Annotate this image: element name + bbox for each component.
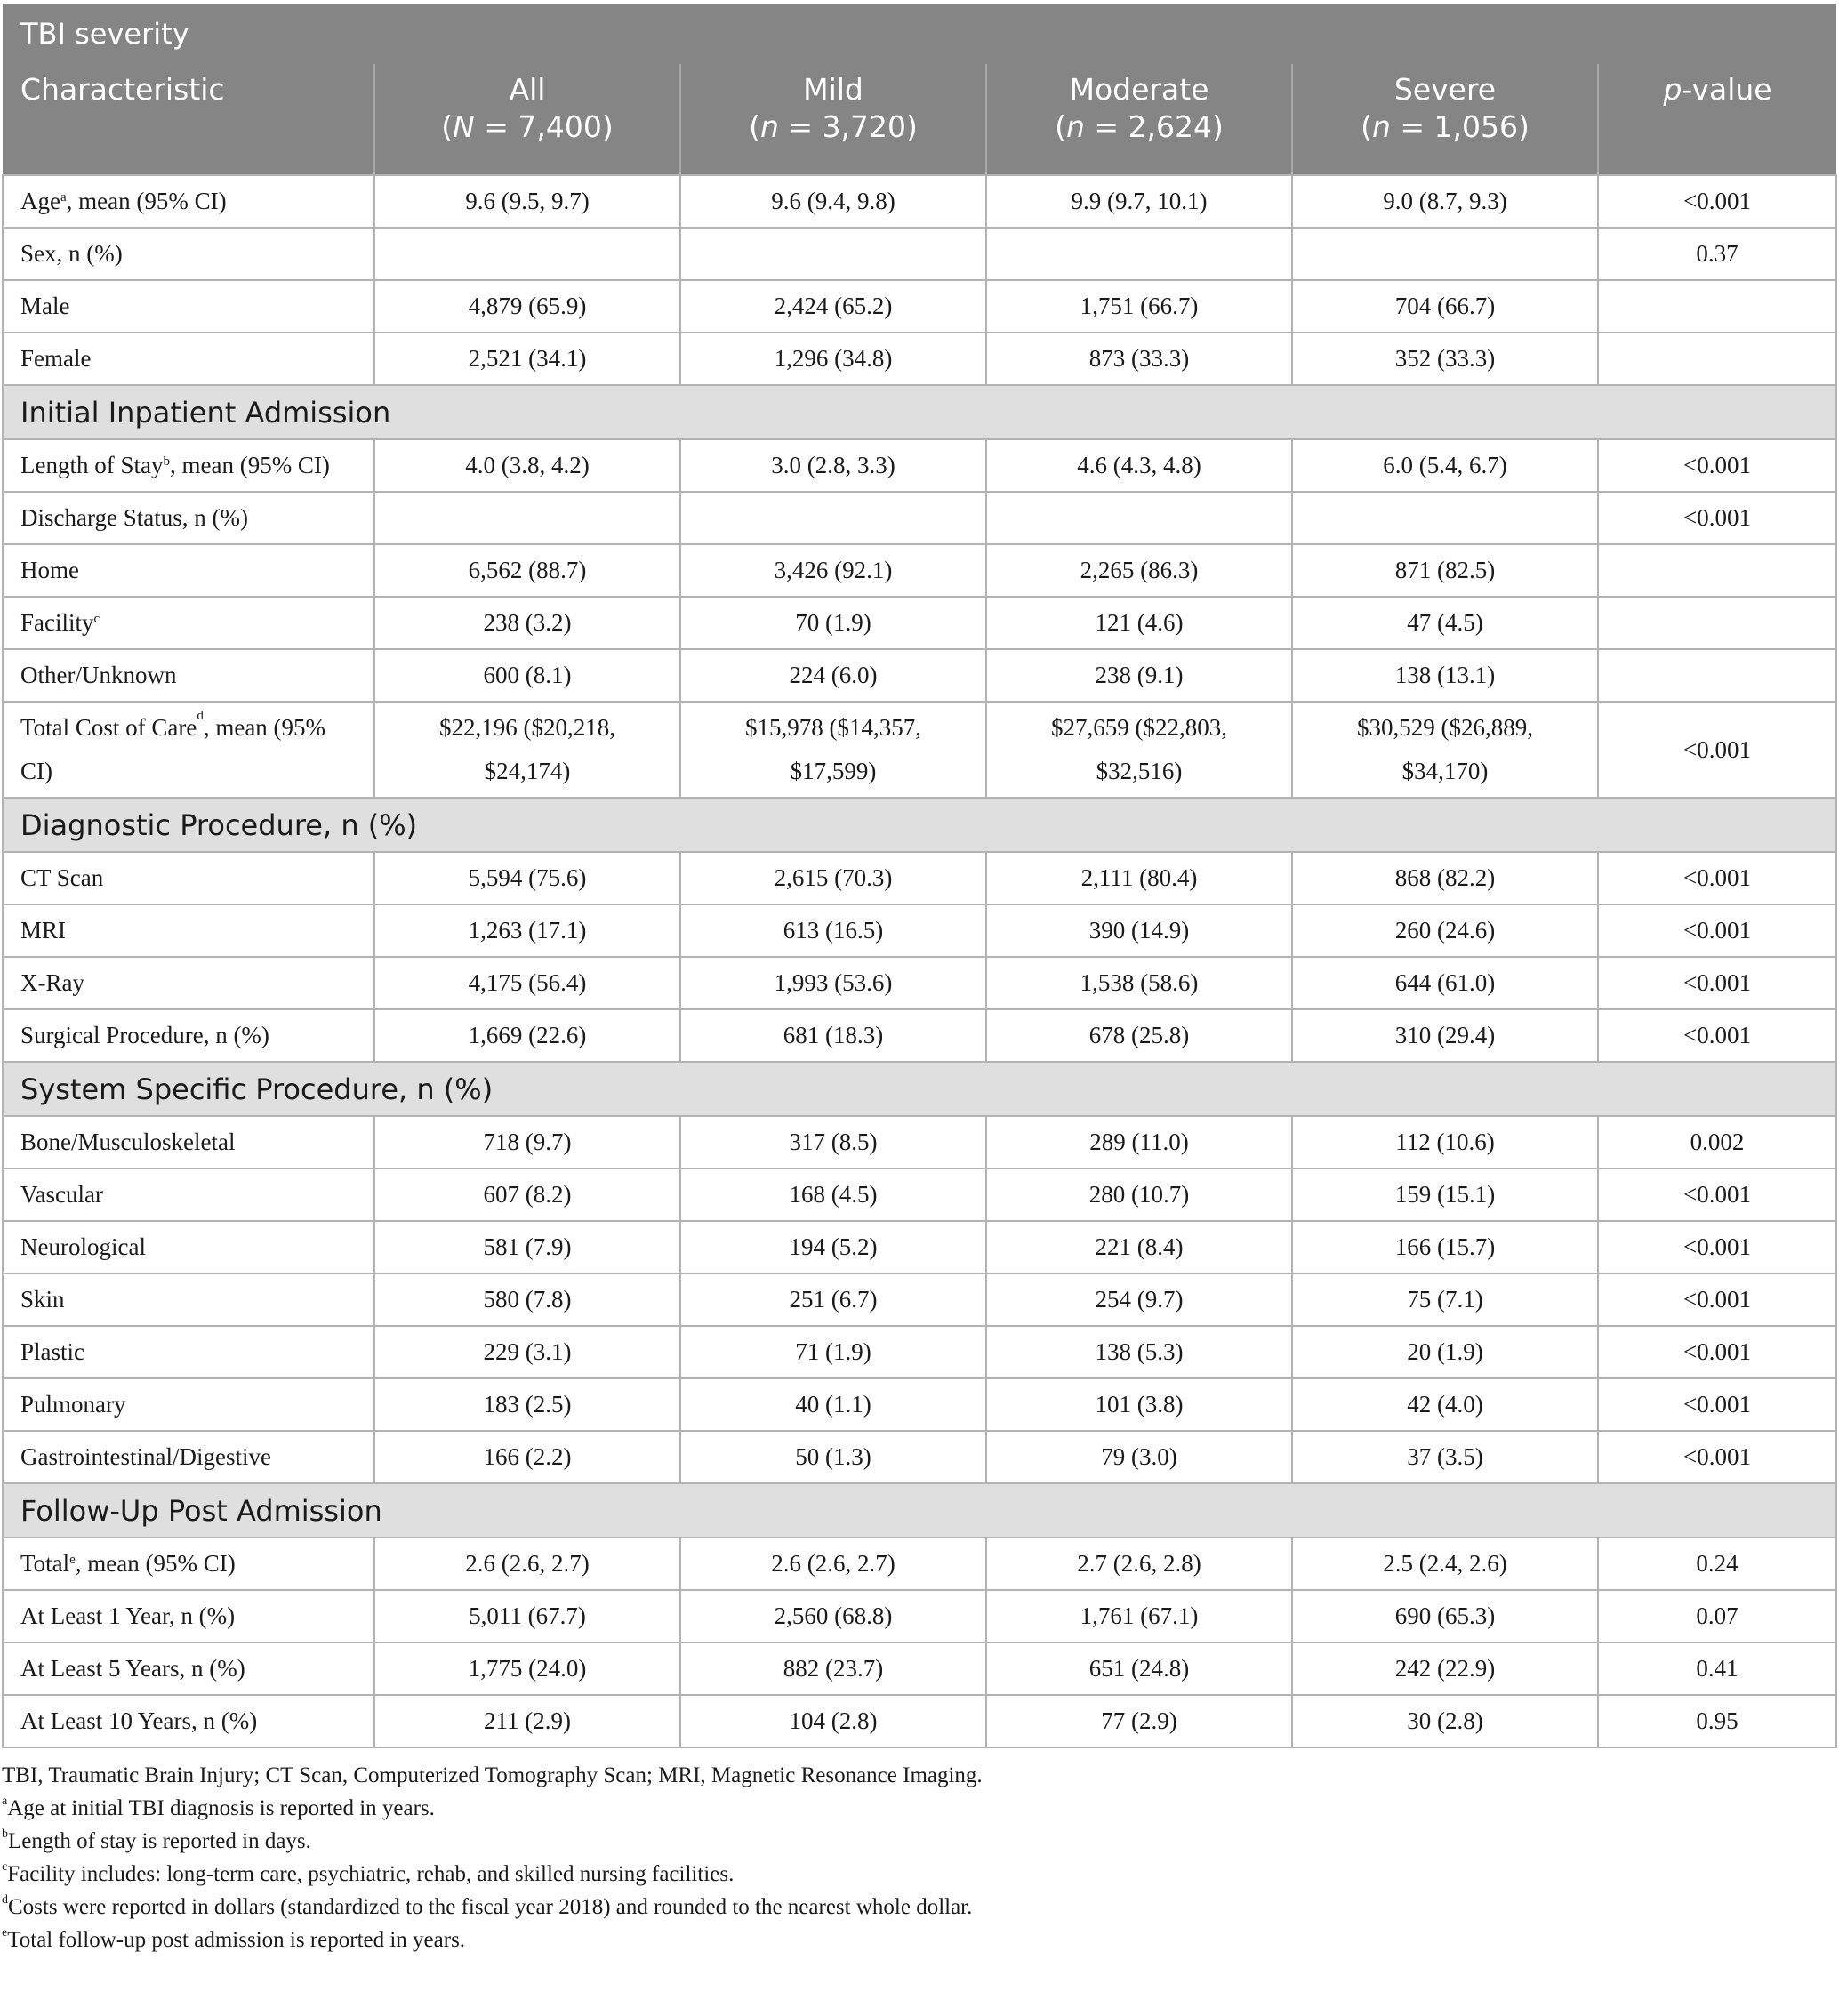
cell-moderate: 280 (10.7) [986,1169,1292,1221]
cell-all: 4.0 (3.8, 4.2) [374,439,680,492]
section-title: Initial Inpatient Admission [3,385,1836,439]
section-header-diagnostic [3,798,1836,852]
cell-all: 718 (9.7) [374,1116,680,1169]
table-row-plastic [3,1326,1836,1378]
cell-mild: 3,426 (92.1) [680,544,986,597]
footnote-c: $^c$Facility includes: long-term care, psychiatric, rehab, and skilled nursing facilities. [2,1860,735,1886]
table-row-pulmonary [3,1378,1836,1431]
cell-mild: 1,993 (53.6) [680,957,986,1009]
table-row-ct-scan [3,852,1836,904]
cell-mild: 317 (8.5) [680,1116,986,1169]
cell-severe: 9.0 (8.7, 9.3) [1292,175,1598,228]
cell-severe: 2.5 (2.4, 2.6) [1292,1538,1598,1590]
cell-mild: 3.0 (2.8, 3.3) [680,439,986,492]
row-label: Sex, n (%) [3,228,374,280]
cell-all: 4,879 (65.9) [374,280,680,333]
cell-moderate: 9.9 (9.7, 10.1) [986,175,1292,228]
cell-mild: 2,615 (70.3) [680,852,986,904]
tbi-table-document [2,4,1835,1956]
cell-all: 2,521 (34.1) [374,333,680,385]
cell-all: 600 (8.1) [374,649,680,702]
cell-moderate [986,228,1292,280]
table-footnotes [2,1748,1835,1956]
table-row-vascular [3,1169,1836,1221]
cell-pvalue: 0.07 [1598,1590,1836,1643]
table-row-age [3,175,1836,228]
cell-all: $22,196 ($20,218, $24,174) [374,702,680,798]
cell-pvalue: <0.001 [1598,852,1836,904]
cell-mild: 2,424 (65.2) [680,280,986,333]
cell-severe: 75 (7.1) [1292,1273,1598,1326]
section-header-followup [3,1483,1836,1538]
table-row-home [3,544,1836,597]
cell-pvalue: <0.001 [1598,492,1836,544]
cell-severe: 30 (2.8) [1292,1695,1598,1747]
cell-severe [1292,228,1598,280]
row-label: MRI [3,904,374,957]
cell-mild: 224 (6.0) [680,649,986,702]
cell-moderate: 77 (2.9) [986,1695,1292,1747]
cell-all: 1,775 (24.0) [374,1643,680,1695]
row-label: Age$^a$, mean (95% CI) [3,175,374,228]
table-row-other-unknown [3,649,1836,702]
cell-mild [680,228,986,280]
table-row-at-least-1-year [3,1590,1836,1643]
table-row-skin [3,1273,1836,1326]
cell-severe: 166 (15.7) [1292,1221,1598,1273]
cell-pvalue [1598,280,1836,333]
cell-all: 9.6 (9.5, 9.7) [374,175,680,228]
table-row-discharge-status [3,492,1836,544]
footnote-b: $^b$Length of stay is reported in days. [2,1827,311,1853]
cell-pvalue [1598,597,1836,649]
cell-mild: 168 (4.5) [680,1169,986,1221]
footnote-abbreviations: TBI, Traumatic Brain Injury; CT Scan, Computerized Tomography Scan; MRI, Magnetic Resonance Imaging. [2,1763,983,1787]
cell-all: 607 (8.2) [374,1169,680,1221]
cell-mild: 2.6 (2.6, 2.7) [680,1538,986,1590]
tbi-severity-table [2,4,1837,1748]
cell-moderate: 138 (5.3) [986,1326,1292,1378]
cell-mild: 2,560 (68.8) [680,1590,986,1643]
cell-severe: 138 (13.1) [1292,649,1598,702]
row-label: Female [3,333,374,385]
cell-all: 211 (2.9) [374,1695,680,1747]
cell-all: 1,669 (22.6) [374,1009,680,1062]
cell-all: 229 (3.1) [374,1326,680,1378]
row-label: Length of Stay$^b$, mean (95% CI) [3,439,374,492]
cell-mild: 882 (23.7) [680,1643,986,1695]
cell-moderate: 1,751 (66.7) [986,280,1292,333]
footnote-a: $^a$Age at initial TBI diagnosis is reported in years. [2,1795,435,1820]
cell-all: 581 (7.9) [374,1221,680,1273]
cell-mild: 251 (6.7) [680,1273,986,1326]
cell-severe: 690 (65.3) [1292,1590,1598,1643]
cell-all: 166 (2.2) [374,1431,680,1483]
table-row-female [3,333,1836,385]
header-characteristic: Characteristic [3,64,374,175]
section-header-system [3,1062,1836,1116]
table-row-bone [3,1116,1836,1169]
cell-pvalue: <0.001 [1598,1273,1836,1326]
cell-pvalue [1598,544,1836,597]
cell-severe [1292,492,1598,544]
row-label: Gastrointestinal/Digestive [3,1431,374,1483]
cell-pvalue: <0.001 [1598,1221,1836,1273]
table-row-male [3,280,1836,333]
cell-moderate: 651 (24.8) [986,1643,1292,1695]
section-title: System Specific Procedure, n (%) [3,1062,1836,1116]
header-all: All (N = 7,400) [374,64,680,175]
row-label: Plastic [3,1326,374,1378]
cell-all: 5,594 (75.6) [374,852,680,904]
row-label: Home [3,544,374,597]
cell-all [374,492,680,544]
row-label: Other/Unknown [3,649,374,702]
table-row-surgical [3,1009,1836,1062]
row-label: At Least 5 Years, n (%) [3,1643,374,1695]
cell-all: 6,562 (88.7) [374,544,680,597]
cell-severe: 871 (82.5) [1292,544,1598,597]
cell-moderate: 79 (3.0) [986,1431,1292,1483]
row-label: Vascular [3,1169,374,1221]
cell-pvalue: <0.001 [1598,1431,1836,1483]
cell-pvalue: 0.002 [1598,1116,1836,1169]
cell-pvalue: <0.001 [1598,702,1836,798]
cell-mild: 40 (1.1) [680,1378,986,1431]
table-row-at-least-5-years [3,1643,1836,1695]
table-row-gastrointestinal [3,1431,1836,1483]
cell-mild: 9.6 (9.4, 9.8) [680,175,986,228]
cell-moderate: 121 (4.6) [986,597,1292,649]
table-caption: TBI severity [3,4,1836,64]
section-title: Follow-Up Post Admission [3,1483,1836,1538]
cell-moderate: 873 (33.3) [986,333,1292,385]
row-label: Total Cost of Care$^d$, mean (95% CI) [3,702,374,798]
cell-moderate: 238 (9.1) [986,649,1292,702]
cell-severe: 42 (4.0) [1292,1378,1598,1431]
table-row-sex [3,228,1836,280]
cell-mild [680,492,986,544]
header-moderate: Moderate (n = 2,624) [986,64,1292,175]
cell-moderate: 101 (3.8) [986,1378,1292,1431]
row-label: Surgical Procedure, n (%) [3,1009,374,1062]
cell-severe: 352 (33.3) [1292,333,1598,385]
cell-severe: 242 (22.9) [1292,1643,1598,1695]
cell-pvalue [1598,649,1836,702]
cell-moderate: 678 (25.8) [986,1009,1292,1062]
cell-all: 580 (7.8) [374,1273,680,1326]
cell-severe: 37 (3.5) [1292,1431,1598,1483]
row-label: X-Ray [3,957,374,1009]
cell-severe: 260 (24.6) [1292,904,1598,957]
row-label: Discharge Status, n (%) [3,492,374,544]
header-severe: Severe (n = 1,056) [1292,64,1598,175]
cell-moderate: $27,659 ($22,803, $32,516) [986,702,1292,798]
row-label: Bone/Musculoskeletal [3,1116,374,1169]
cell-mild: 70 (1.9) [680,597,986,649]
cell-all [374,228,680,280]
cell-severe: 704 (66.7) [1292,280,1598,333]
cell-pvalue: 0.95 [1598,1695,1836,1747]
row-label: CT Scan [3,852,374,904]
footnote-e: $^e$Total follow-up post admission is reported in years. [2,1926,466,1952]
cell-pvalue: <0.001 [1598,1326,1836,1378]
cell-pvalue: <0.001 [1598,1378,1836,1431]
table-row-xray [3,957,1836,1009]
row-label: Skin [3,1273,374,1326]
cell-all: 5,011 (67.7) [374,1590,680,1643]
cell-moderate: 2,111 (80.4) [986,852,1292,904]
cell-moderate [986,492,1292,544]
table-row-facility [3,597,1836,649]
cell-moderate: 4.6 (4.3, 4.8) [986,439,1292,492]
cell-all: 2.6 (2.6, 2.7) [374,1538,680,1590]
cell-severe: 310 (29.4) [1292,1009,1598,1062]
table-row-length-of-stay [3,439,1836,492]
cell-mild: 71 (1.9) [680,1326,986,1378]
cell-severe: 112 (10.6) [1292,1116,1598,1169]
cell-pvalue: <0.001 [1598,1009,1836,1062]
cell-mild: $15,978 ($14,357, $17,599) [680,702,986,798]
cell-pvalue: <0.001 [1598,175,1836,228]
cell-pvalue: <0.001 [1598,904,1836,957]
cell-severe: 159 (15.1) [1292,1169,1598,1221]
cell-moderate: 2.7 (2.6, 2.8) [986,1538,1292,1590]
cell-pvalue [1598,333,1836,385]
section-header-admission [3,385,1836,439]
cell-all: 4,175 (56.4) [374,957,680,1009]
cell-mild: 50 (1.3) [680,1431,986,1483]
cell-severe: 20 (1.9) [1292,1326,1598,1378]
table-row-followup-total [3,1538,1836,1590]
table-row-mri [3,904,1836,957]
cell-pvalue: 0.24 [1598,1538,1836,1590]
cell-severe: 47 (4.5) [1292,597,1598,649]
header-pvalue: p-value [1598,64,1836,175]
row-label: Male [3,280,374,333]
section-title: Diagnostic Procedure, n (%) [3,798,1836,852]
table-row-at-least-10-years [3,1695,1836,1747]
cell-moderate: 1,761 (67.1) [986,1590,1292,1643]
cell-all: 183 (2.5) [374,1378,680,1431]
cell-severe: 6.0 (5.4, 6.7) [1292,439,1598,492]
cell-pvalue: <0.001 [1598,957,1836,1009]
cell-all: 238 (3.2) [374,597,680,649]
cell-mild: 681 (18.3) [680,1009,986,1062]
row-label: Total$^e$, mean (95% CI) [3,1538,374,1590]
table-row-total-cost [3,702,1836,798]
header-mild: Mild (n = 3,720) [680,64,986,175]
cell-pvalue: <0.001 [1598,439,1836,492]
cell-moderate: 289 (11.0) [986,1116,1292,1169]
cell-mild: 1,296 (34.8) [680,333,986,385]
cell-pvalue: 0.41 [1598,1643,1836,1695]
row-label: Neurological [3,1221,374,1273]
row-label: Facility$^c$ [3,597,374,649]
cell-severe: 644 (61.0) [1292,957,1598,1009]
footnote-d: $^d$Costs were reported in dollars (standardized to the fiscal year 2018) and rounded to the nearest whole dollar. [2,1893,973,1919]
cell-pvalue: <0.001 [1598,1169,1836,1221]
cell-pvalue: 0.37 [1598,228,1836,280]
row-label: At Least 1 Year, n (%) [3,1590,374,1643]
cell-mild: 194 (5.2) [680,1221,986,1273]
cell-severe: $30,529 ($26,889, $34,170) [1292,702,1598,798]
cell-mild: 104 (2.8) [680,1695,986,1747]
cell-severe: 868 (82.2) [1292,852,1598,904]
row-label: Pulmonary [3,1378,374,1431]
cell-moderate: 2,265 (86.3) [986,544,1292,597]
cell-moderate: 1,538 (58.6) [986,957,1292,1009]
cell-mild: 613 (16.5) [680,904,986,957]
cell-moderate: 390 (14.9) [986,904,1292,957]
cell-moderate: 254 (9.7) [986,1273,1292,1326]
table-row-neurological [3,1221,1836,1273]
cell-moderate: 221 (8.4) [986,1221,1292,1273]
cell-all: 1,263 (17.1) [374,904,680,957]
row-label: At Least 10 Years, n (%) [3,1695,374,1747]
